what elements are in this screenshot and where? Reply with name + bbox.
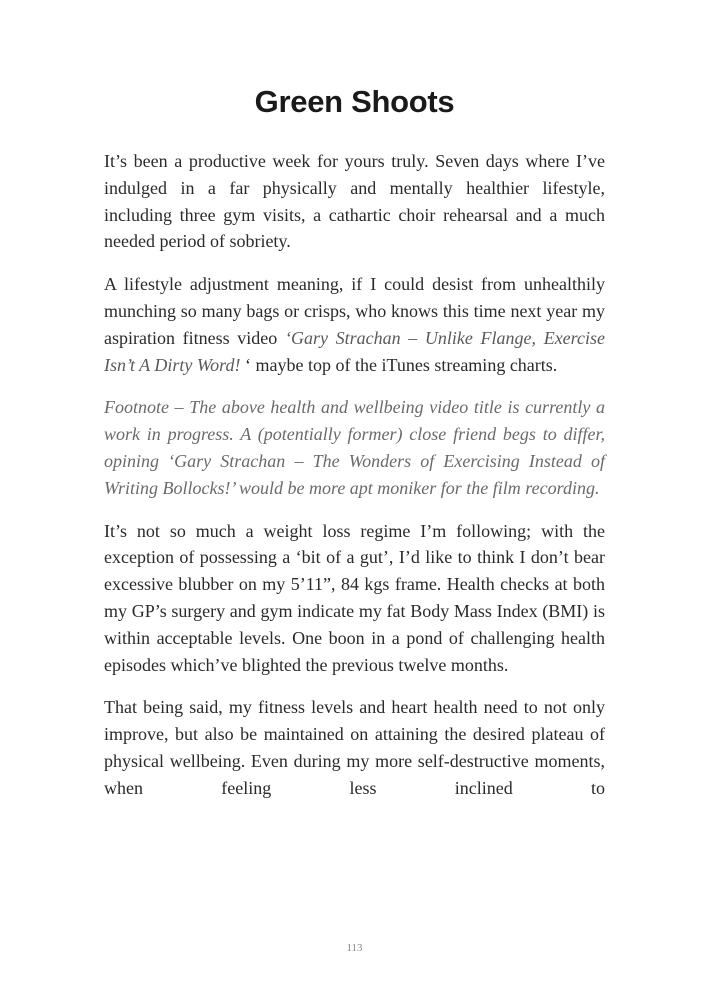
- video-title-italic: ‘Gary Strachan – Unlike Flange, Exercise Isn’t A Dirty Word!: [104, 327, 605, 375]
- body-text: [104, 148, 605, 818]
- paragraph-1: It’s been a productive week for yours truly. Seven days where I’ve indulged in a far physically and mentally healthier lifestyle, including three gym visits, a cathartic choir rehearsal and a much needed period of sobriety.: [104, 151, 605, 252]
- paragraph-3: It’s not so much a weight loss regime I’m following; with the exception of possessing a ‘bit of a gut’, I’d like to think I don’t bear excessive blubber on my 5’11”, 84 kgs frame. Health checks at both my GP’s surgery and gym indicate my fat Body Mass Index (BMI) is within acceptable levels. One boon in a pond of challenging health episodes which’ve blighted the previous twelve months.: [104, 520, 605, 675]
- paragraph-2: [104, 271, 605, 378]
- paragraph-2-text-start: A lifestyle adjustment meaning, if I could desist from unhealthily munching so many bags or crisps, who knows this time next year my aspiration fitness video: [104, 274, 605, 348]
- paragraph-4: That being said, my fitness levels and heart health need to not only improve, but also be maintained on attaining the desired plateau of physical wellbeing. Even during my more self-destructive moments, when feeling less inclined to: [104, 697, 605, 798]
- paragraph-2-text-end: ‘ maybe top of the iTunes streaming charts.: [245, 354, 558, 375]
- page-title: Green Shoots: [254, 84, 455, 119]
- page-number: 113: [346, 942, 363, 954]
- footnote-paragraph: Footnote – The above health and wellbeing video title is currently a work in progress. A (potentially former) close friend begs to differ, opining ‘Gary Strachan – The Wonders of Exercising Instead of Writing Bollocks!’ would be more apt moniker for the film recording.: [104, 397, 605, 498]
